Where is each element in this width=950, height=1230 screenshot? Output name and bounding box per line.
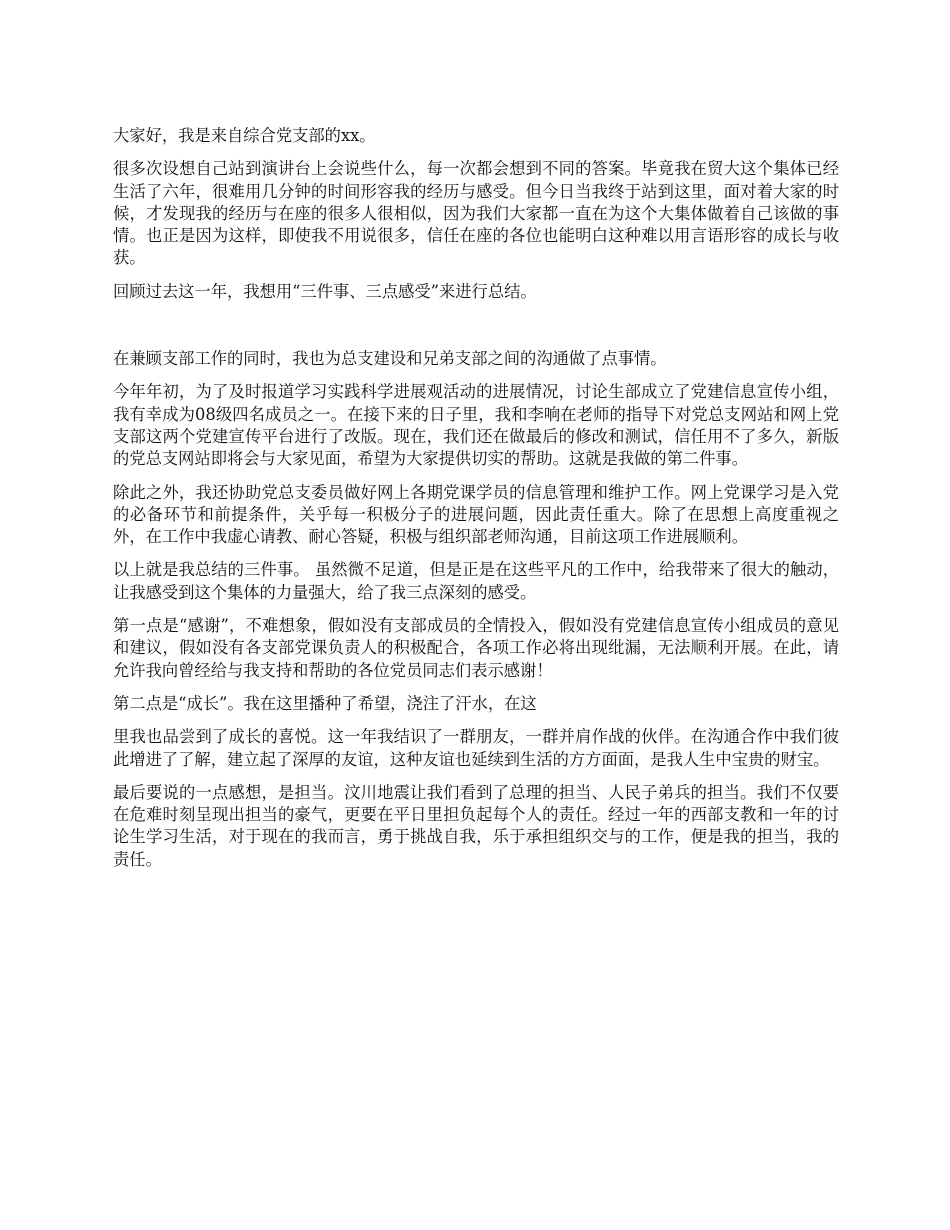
paragraph-greeting: 大家好，我是来自综合党支部的xx。 bbox=[113, 126, 376, 145]
paragraph-intro: 很多次设想自己站到演讲台上会说些什么，每一次都会想到不同的答案。毕竟我在贸大这个集体已经生活了六年，很难用几分钟的时间形容我的经历与感受。但今日当我终于站到这里，面对着大家的时候，才发现我的经历与在座的很多人很相似，因为我们大家都一直在为这个大集体做着自己该做的事情。也正是因为这样，即使我不用说很多，信任在座的各位也能明白这种难以用言语形容的成长与收获。 bbox=[113, 159, 839, 268]
paragraph-third-thing: 除此之外，我还协助党总支委员做好网上各期党课学员的信息管理和维护工作。网上党课学习是入党的必备环节和前提条件，关乎每一积极分子的进展问题，因此责任重大。除了在思想上高度重视之外，在工作中我虚心请教、耐心答疑，积极与组织部老师沟通，目前这项工作进展顺利。 bbox=[113, 482, 839, 547]
paragraph-growth-continued: 里我也品尝到了成长的喜悦。这一年我结识了一群朋友，一群并肩作战的伙伴。在沟通合作中我们彼此增进了了解，建立起了深厚的友谊，这种友谊也延续到生活的方方面面，是我人生中宝贵的财宝。 bbox=[113, 727, 839, 769]
paragraph-three-things-summary: 以上就是我总结的三件事。 虽然微不足道，但是正是在这些平凡的工作中，给我带来了很大的触动，让我感受到这个集体的力量强大，给了我三点深刻的感受。 bbox=[113, 560, 839, 602]
paragraph-responsibility: 最后要说的一点感想，是担当。汶川地震让我们看到了总理的担当、人民子弟兵的担当。我们不仅要在危难时刻呈现出担当的豪气，更要在平日里担负起每个人的责任。经过一年的西部支教和一年的讨论生学习生活，对于现在的我而言，勇于挑战自我，乐于承担组织交与的工作，便是我的担当，我的责任。 bbox=[113, 782, 839, 869]
paragraph-overview: 回顾过去这一年，我想用“三件事、三点感受”来进行总结。 bbox=[113, 281, 537, 301]
section-gap bbox=[113, 314, 839, 348]
document-body bbox=[113, 125, 839, 882]
paragraph-growth-start: 第二点是“成长”。我在这里播种了希望，浇注了汗水，在这 bbox=[113, 693, 537, 713]
paragraph-thanks: 第一点是“感谢”，不难想象，假如没有支部成员的全情投入，假如没有党建信息宣传小组成员的意见和建议，假如没有各支部党课负责人的积极配合，各项工作必将出现纰漏，无法顺利开展。在此，请允许我向曾经给与我支持和帮助的各位党员同志们表示感谢！ bbox=[113, 616, 839, 680]
paragraph-second-thing: 今年年初，为了及时报道学习实践科学进展观活动的进展情况，讨论生部成立了党建信息宣传小组，我有幸成为08级四名成员之一。在接下来的日子里，我和李响在老师的指导下对党总支网站和网上党支部这两个党建宣传平台进行了改版。现在，我们还在做最后的修改和测试，信任用不了多久，新版的党总支网站即将会与大家见面，希望为大家提供切实的帮助。这就是我做的第二件事。 bbox=[113, 382, 839, 469]
paragraph-branch-work: 在兼顾支部工作的同时，我也为总支建设和兄弟支部之间的沟通做了点事情。 bbox=[113, 349, 667, 369]
